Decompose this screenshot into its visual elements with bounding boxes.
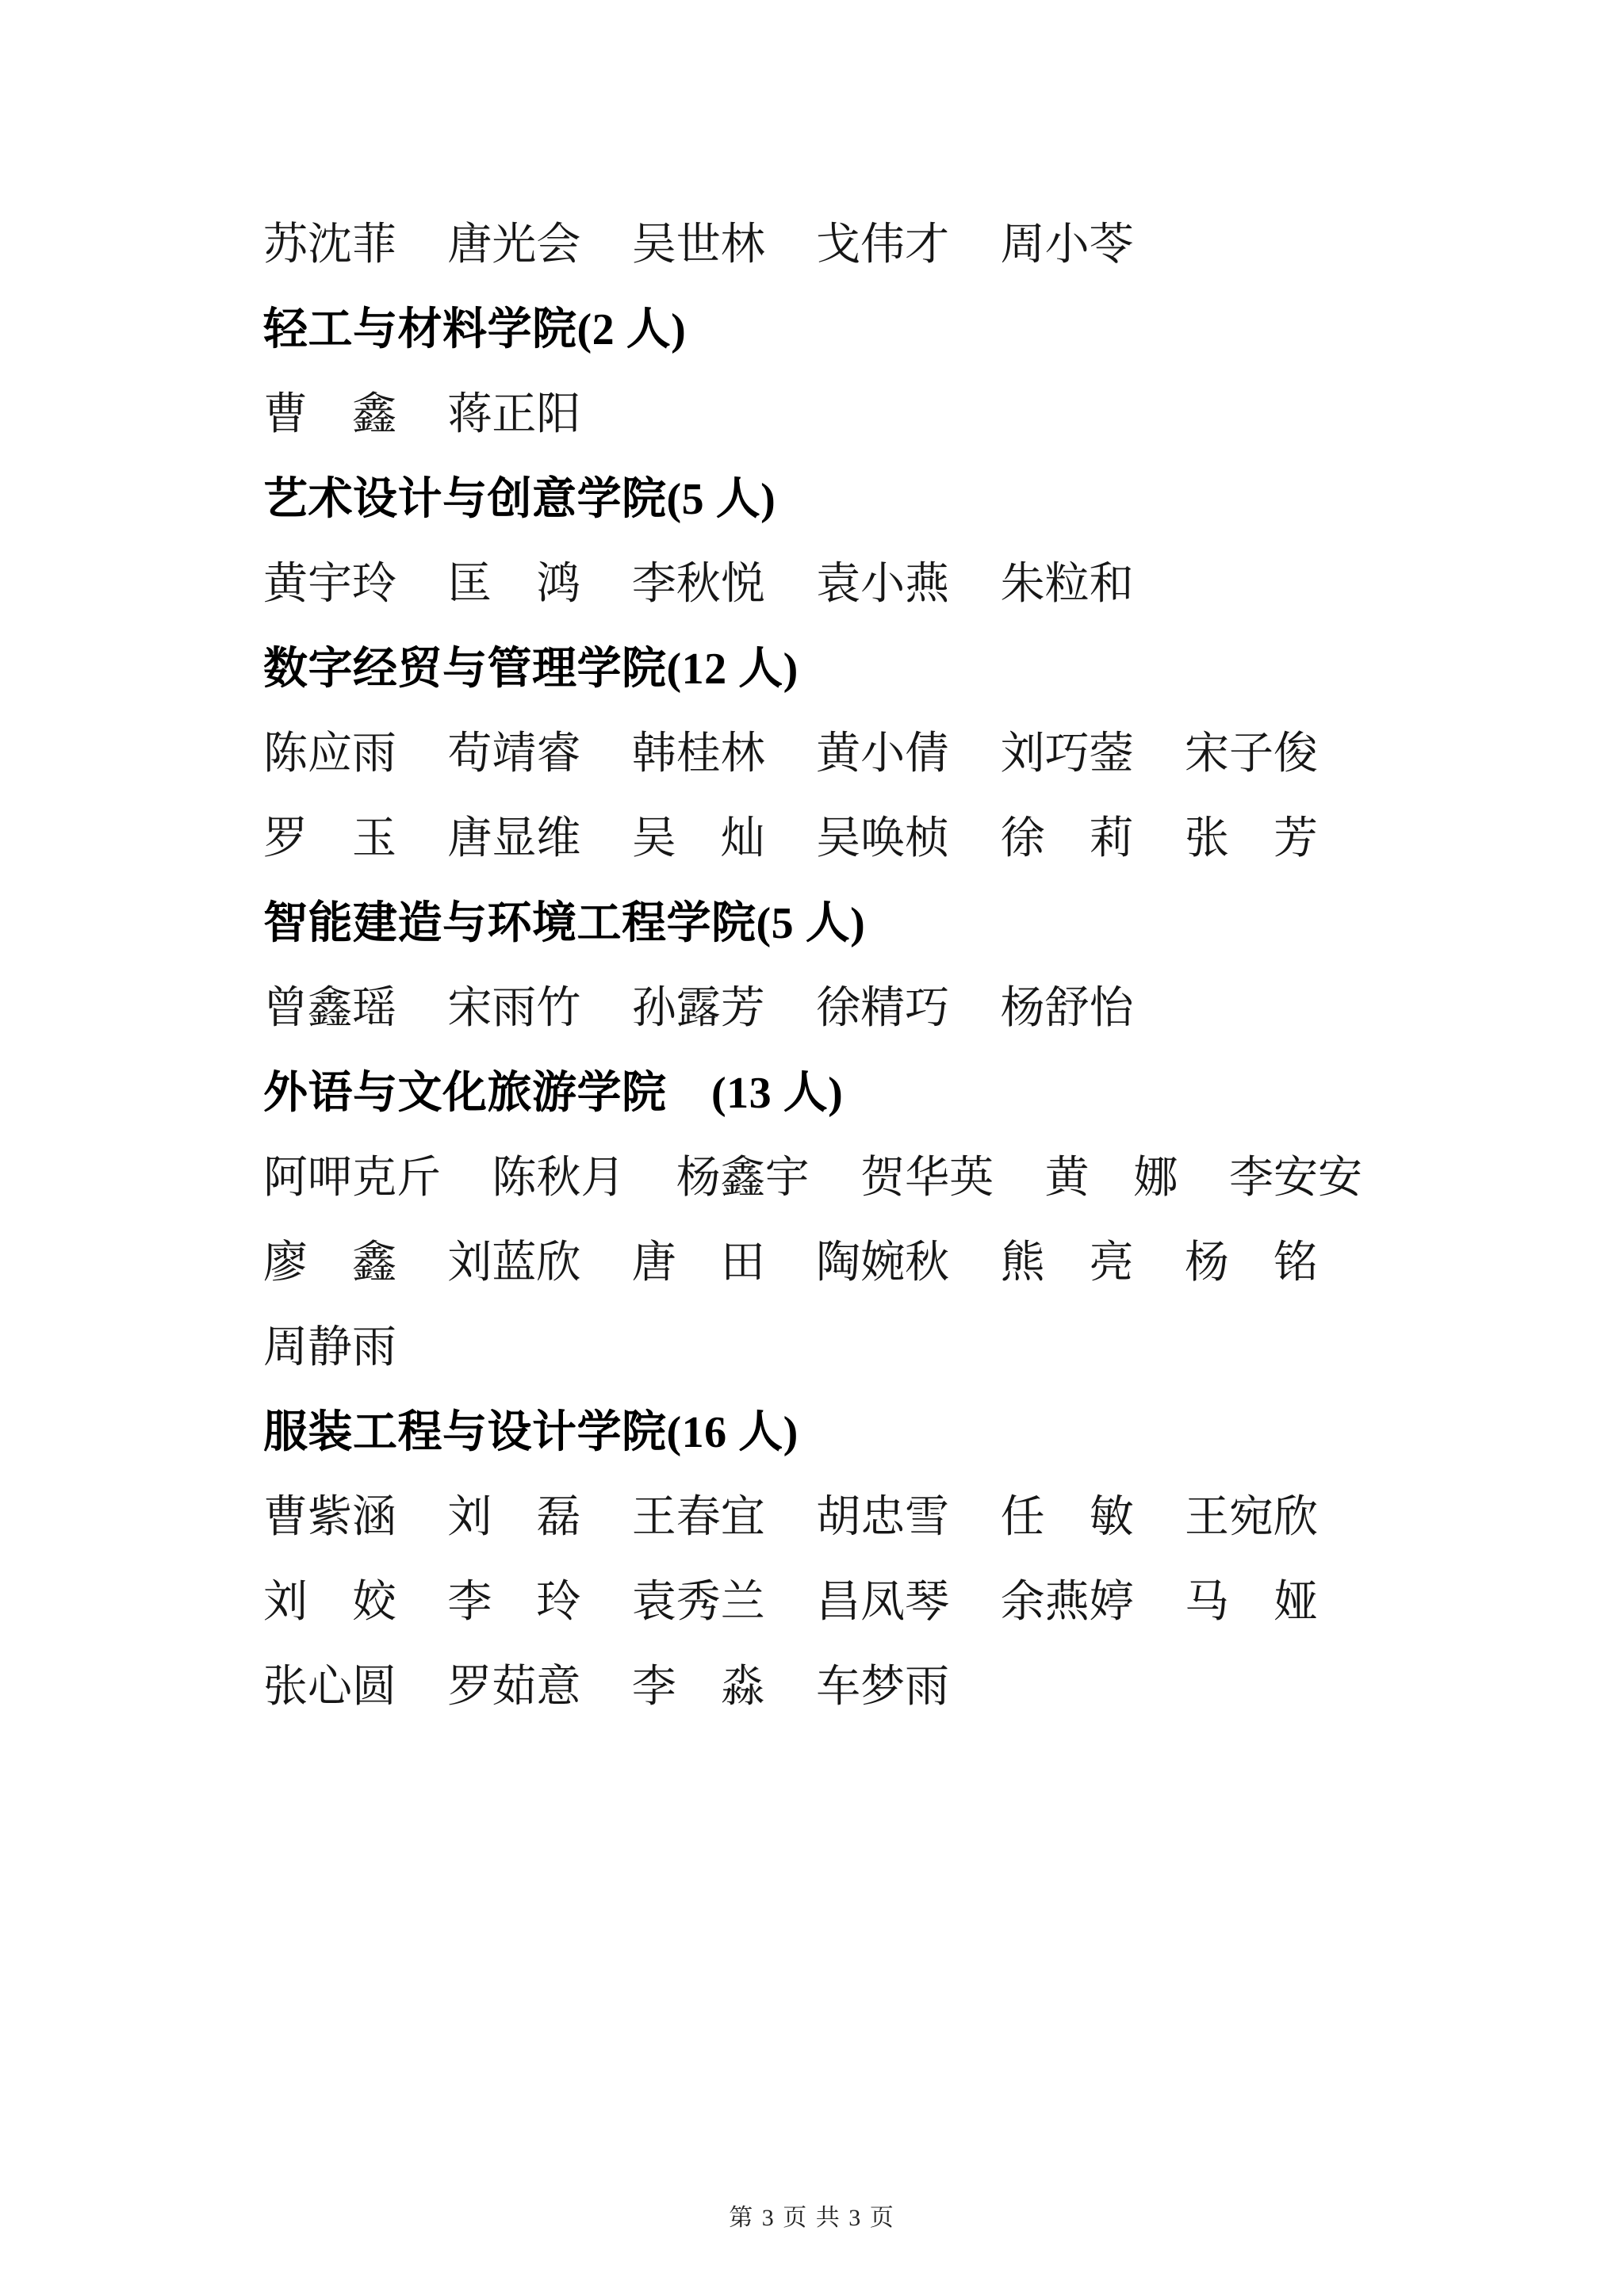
section-heading-waiyu: 外语与文化旅游学院 (13 人) [263,1068,844,1118]
person-name: 李 淼 [631,1662,765,1712]
person-name: 唐光会 [447,220,581,270]
person-name: 宋雨竹 [447,983,581,1033]
person-name: 唐 田 [631,1238,765,1288]
person-name: 徐 莉 [1000,813,1134,863]
person-name: 戈伟才 [816,220,950,270]
person-name: 曹 鑫 [263,389,396,439]
person-name: 曹紫涵 [263,1492,396,1542]
names-line [263,711,1500,796]
names-line [263,1220,1500,1305]
person-name: 胡忠雪 [816,1492,950,1542]
names-line-continued [263,202,1500,287]
person-name: 黄宇玲 [263,559,396,609]
section-heading-qinggong: 轻工与材料学院(2 人) [263,304,687,354]
person-name: 张心圆 [263,1662,396,1712]
person-name: 昌凤琴 [816,1577,950,1627]
person-name: 黄 娜 [1044,1153,1178,1203]
person-name: 吴 灿 [631,813,765,863]
person-name: 余燕婷 [1000,1577,1134,1627]
page-number-footer: 第 3 页 共 3 页 [729,2205,895,2231]
person-name: 朱粒和 [1000,559,1134,609]
person-name: 周小苓 [1000,220,1134,270]
names-line [263,1475,1500,1559]
person-name: 刘 磊 [447,1492,581,1542]
person-name: 马 娅 [1184,1577,1318,1627]
person-name: 李秋悦 [631,559,765,609]
person-name: 黄小倩 [816,729,950,779]
names-line [263,796,1500,881]
person-name: 匡 鸿 [447,559,581,609]
person-name: 罗 玉 [263,813,396,863]
person-name: 车梦雨 [816,1662,950,1712]
person-name: 袁小燕 [816,559,950,609]
person-name: 吴唤桢 [816,813,950,863]
person-name: 李 玲 [447,1577,581,1627]
person-name: 张 芳 [1184,813,1318,863]
person-name: 曾鑫瑶 [263,983,396,1033]
person-name: 贺华英 [860,1153,994,1203]
names-line [263,541,1500,626]
person-name: 任 敏 [1000,1492,1134,1542]
person-name: 刘蓝欣 [447,1238,581,1288]
person-name: 韩桂林 [631,729,765,779]
names-line [263,1305,1500,1390]
names-line [263,1135,1500,1220]
person-name: 陶婉秋 [816,1238,950,1288]
person-name: 蒋正阳 [447,389,581,439]
person-name: 罗茹意 [447,1662,581,1712]
names-line [263,372,1500,457]
section-heading-fuzhuang: 服装工程与设计学院(16 人) [263,1407,799,1457]
names-line [263,1559,1500,1644]
person-name: 周静雨 [263,1322,396,1372]
person-name: 陈秋月 [492,1153,626,1203]
person-name: 熊 亮 [1000,1238,1134,1288]
person-name: 苏沈菲 [263,220,396,270]
person-name: 宋子俊 [1184,729,1318,779]
person-name: 刘 姣 [263,1577,396,1627]
person-name: 唐显维 [447,813,581,863]
person-name: 杨 铭 [1184,1238,1318,1288]
person-name: 廖 鑫 [263,1238,396,1288]
person-name: 陈应雨 [263,729,396,779]
person-name: 王春宜 [631,1492,765,1542]
section-heading-shuzi: 数字经贸与管理学院(12 人) [263,644,799,694]
person-name: 刘巧蓥 [1000,729,1134,779]
person-name: 孙露芳 [631,983,765,1033]
person-name: 苟靖睿 [447,729,581,779]
person-name: 阿呷克斤 [263,1153,441,1203]
section-heading-zhineng: 智能建造与环境工程学院(5 人) [263,898,866,948]
person-name: 杨鑫宇 [676,1153,810,1203]
person-name: 徐精巧 [816,983,950,1033]
person-name: 杨舒怡 [1000,983,1134,1033]
document-content [263,202,1500,1729]
person-name: 袁秀兰 [631,1577,765,1627]
names-line [263,966,1500,1050]
person-name: 李安安 [1228,1153,1362,1203]
person-name: 王宛欣 [1184,1492,1318,1542]
names-line [263,1644,1500,1729]
person-name: 吴世林 [631,220,765,270]
section-heading-yishu: 艺术设计与创意学院(5 人) [263,474,776,524]
